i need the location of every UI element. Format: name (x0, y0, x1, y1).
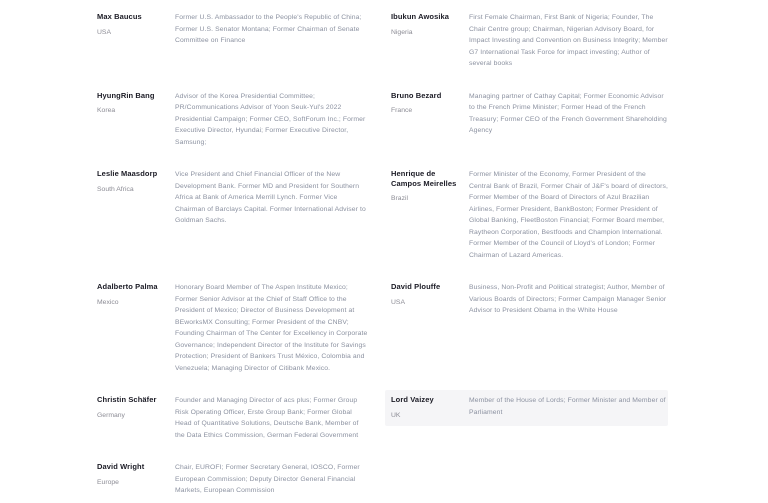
member-bio: Advisor of the Korea Presidential Committee; PR/Communications Advisor of Yoon Seuk-Yul's 2022 Presidential Campaign; Former CEO, SoftForum Inc.; Former Executive Director, Hyundai; Former Executive Director, Samsung; (175, 92, 366, 146)
member-identity (97, 282, 175, 374)
member-identity (97, 169, 175, 227)
member-country: Brazil (391, 195, 408, 202)
member-identity (97, 395, 175, 441)
member-name: Christin Schäfer (97, 395, 157, 404)
member-name: Adalberto Palma (97, 282, 158, 291)
member-country: USA (391, 298, 405, 306)
member-name: Max Baucus (97, 12, 142, 21)
member-card-henrique-meirelles[interactable] (385, 164, 668, 267)
member-card-david-wright[interactable] (91, 457, 368, 503)
member-identity (391, 91, 469, 137)
member-bio: Business, Non-Profit and Political strategist; Author, Member of Various Boards of Directors; Former Campaign Manager Senior Advisor to President Obama in the White House (469, 284, 667, 314)
member-name: Lord Vaizey (391, 395, 434, 404)
member-name: David Plouffe (391, 282, 441, 291)
member-card-leslie-maasdorp[interactable] (91, 164, 368, 233)
member-country: Mexico (97, 298, 119, 306)
member-name: HyungRin Bang (97, 90, 155, 100)
member-name: Leslie Maasdorp (97, 169, 158, 178)
member-bio: Member of the House of Lords; Former Minister and Member of Parliament (469, 397, 666, 416)
member-identity (391, 12, 469, 70)
member-country: France (391, 107, 413, 114)
member-bio: Chair, EUROFI; Former Secretary General, IOSCO, Former European Commission; Deputy Director General Financial Markets, European Commission (175, 464, 360, 494)
member-card-max-baucus[interactable] (91, 7, 368, 53)
member-bio: Honorary Board Member of The Aspen Institute Mexico; Former Senior Advisor at the Chief of Staff Office to the President of Mexico; Director of Business Development at BEworksMX Consulting; Former President of the CNBV; Founding Chairman of The Center for Excellency in Corporate Governance; Independent Director of the Institute for Savings Protection; President of Bankers Trust México, Colombia and Venezuela; Managing Director of Citibank Mexico. (175, 284, 368, 372)
member-bio: First Female Chairman, First Bank of Nigeria; Founder, The Chair Centre group; Chairman, Nigerian Advisory Board, for Impact Investing and Convention on Business Integrity; Member G7 International Task Force for impact investing; Author of several books (469, 14, 668, 67)
member-name: David Wright (97, 462, 145, 471)
member-bio: Former U.S. Ambassador to the People's Republic of China; Former U.S. Senator Montana; Former Chairman of Senate Committee on Finance (175, 14, 362, 44)
member-bio: Former Minister of the Economy, Former President of the Central Bank of Brazil, Former Chair of J&F's board of directors, Former Member of the Board of Directors of Azul Brazilian Airlines, Former President, BankBoston; Former President of Global Banking, FleetBoston Financial; Former Board member, Raytheon Corporation, Bestfoods and Champion International. Former Member of the Council of Lloyd's of London; Former Chairman of Lazard Americas. (469, 171, 668, 259)
member-country: Germany (97, 411, 125, 419)
member-identity (97, 12, 175, 47)
member-country: USA (97, 28, 111, 36)
member-card-david-plouffe[interactable] (385, 277, 668, 323)
member-identity (391, 395, 469, 420)
member-bio: Founder and Managing Director of acs plus; Former Group Risk Operating Officer, Erste Group Bank; Former Global Head of Quantitative Solutions, Deutsche Bank, Member of the Data Ethics Commission, German Federal Government (175, 397, 359, 439)
member-name: Henrique de Campos Meirelles (391, 169, 457, 188)
member-card-hyungrin-bang[interactable] (91, 86, 368, 155)
member-card-bruno-bezard[interactable] (385, 86, 668, 143)
member-card-christin-schafer[interactable] (91, 390, 368, 447)
member-country: Korea (97, 107, 116, 114)
member-country: Europe (97, 478, 119, 486)
member-card-ibukun-awosika[interactable] (385, 7, 668, 76)
member-card-adalberto-palma[interactable] (91, 277, 368, 380)
member-country: Nigeria (391, 28, 413, 36)
member-name: Ibukun Awosika (391, 12, 450, 21)
member-bio: Managing partner of Cathay Capital; Former Economic Advisor to the French Prime Minister; Former Head of the French Treasury; Former CEO of the French Government Shareholding Agency (469, 92, 667, 134)
member-identity (97, 91, 175, 149)
member-bio: Vice President and Chief Financial Officer of the New Development Bank. Former MD and President for Southern Africa at Bank of America Merrill Lynch. Former Vice Chairman of Barclays Capital. Former International Adviser to Goldman Sachs. (175, 171, 366, 224)
member-country: South Africa (97, 185, 134, 193)
member-card-lord-vaizey-highlighted[interactable] (385, 390, 668, 426)
member-identity (97, 462, 175, 497)
member-identity (391, 282, 469, 317)
member-name: Bruno Bezard (391, 90, 442, 100)
member-identity (391, 169, 469, 261)
member-country: UK (391, 411, 401, 419)
